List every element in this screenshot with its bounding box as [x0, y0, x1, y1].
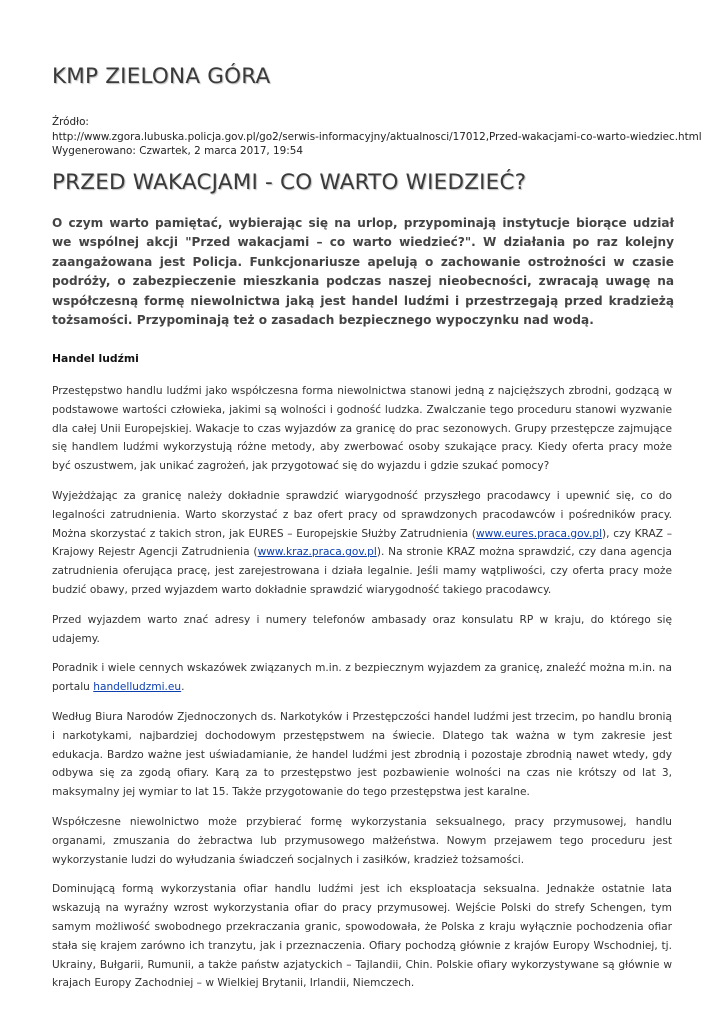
source-url: http://www.zgora.lubuska.policja.gov.pl/go2/serwis-informacyjny/aktualnosci/17012,Przed-wakacjami-co-warto-wiedziec.html	[52, 130, 702, 143]
handelludzmi-link[interactable]: handelludzmi.eu	[93, 681, 182, 694]
kraz-link[interactable]: www.kraz.praca.gov.pl	[257, 546, 377, 559]
article-lead: O czym warto pamiętać, wybierając się na urlop, przypominają instytucje biorące udział we wspólnej akcji "Przed wakacjami – co warto wiedzieć?". W działania po raz kolejny zaangażowana jest Policja. Funkcjonariusze apelują o zachowanie ostrożności w czasie podróży, o zabezpieczenie mieszkania podczas naszej nieobecności, zwracają uwagę na współczesną formę niewolnictwa jaką jest handel ludźmi i przestrzegają przed kradzieżą tożsamości. Przypominają też o zasadach bezpiecznego wypoczynku nad wodą.	[52, 216, 674, 328]
paragraph-text: ), czy KRAZ – Krajowy Rejestr Agencji Zatrudnienia (	[52, 527, 673, 559]
paragraph: Dominującą formą wykorzystania ofiar handlu ludźmi jest ich eksploatacja seksualna. Jednakże ostatnie lata wskazują na wyraźny wzrost wykorzystania ofiar do pracy przymusowej. Wejście Polski do strefy Schengen, tym samym możliwość swobodnego przekraczania granic, spowodowała, że Polska z kraju wyłącznie pochodzenia ofiar stała się krajem zarówno ich tranzytu, jak i przeznaczenia. Ofiary pochodzą głównie z krajów Europy Wschodniej, tj. Ukrainy, Bułgarii, Rumunii, a także państw azjatyckich – Tajlandii, Chin. Polskie ofiary wykorzystywane są głównie w krajach Europy Zachodniej – w Wielkiej Brytanii, Irlandii, Niemczech.	[52, 883, 672, 990]
paragraph: Współczesne niewolnictwo może przybierać formę wykorzystania seksualnego, pracy przymusowej, handlu organami, zmuszania do żebractwa lub przymusowego małżeństwa. Nowym przejawem tego proceduru jest wykorzystanie ludzi do wyłudzania świadczeń socjalnych i zasiłków, kradzież tożsamości.	[52, 815, 672, 866]
source-label: Źródło:	[52, 116, 89, 128]
paragraph-text: ). Na stronie KRAZ można sprawdzić, czy dana agencja zatrudnienia oferująca pracę, jest zarejestrowana i działa legalnie. Jeśli mamy wątpliwości, czy oferta pracy może budzić obawy, przed wyjazdem warto dokładnie sprawdzić wiarygodność takiego pracodawcy.	[52, 546, 672, 596]
paragraph: Przestępstwo handlu ludźmi jako współczesna forma niewolnictwa stanowi jedną z najcięższych zbrodni, godzącą w podstawowe wartości człowieka, jakimi są wolności i godność ludzka. Zwalczanie tego proceduru stanowi wyzwanie dla całej Unii Europejskiej. Wakacje to czas wyjazdów za granicę do prac sezonowych. Grupy przestępcze zajmujące się handlem ludźmi wykorzystują różne metody, aby zwerbować osoby szukające pracy. Kiedy oferta pracy może być oszustwem, jak unikać zagrożeń, jak przygotować się do wyjazdu i gdzie szukać pomocy?	[52, 385, 672, 473]
section-heading: Handel ludźmi	[52, 352, 139, 365]
site-title: KMP ZIELONA GÓRA	[52, 64, 271, 89]
paragraph-text: Wyjeżdżając za granicę należy dokładnie sprawdzić wiarygodność przyszłego pracodawcy i upewnić się, co do legalności zatrudnienia. Warto skorzystać z baz ofert pracy od sprawdzonych pracodawców i pośredników pracy. Można skorzystać z takich stron, jak EURES – Europejskie Służby Zatrudnienia (	[52, 489, 672, 540]
paragraph	[52, 659, 672, 697]
article-body	[52, 350, 672, 1004]
source-meta	[52, 115, 702, 159]
article-title: PRZED WAKACJAMI - CO WARTO WIEDZIEĆ?	[52, 170, 527, 195]
paragraph-text: .	[181, 681, 185, 694]
paragraph: Przed wyjazdem warto znać adresy i numery telefonów ambasady oraz konsulatu RP w kraju, do którego się udajemy.	[52, 613, 672, 645]
paragraph: Według Biura Narodów Zjednoczonych ds. Narkotyków i Przestępczości handel ludźmi jest trzecim, po handlu bronią i narkotykami, najbardziej dochodowym przestępstwem na świecie. Dlatego tak ważna w tym zakresie jest edukacja. Bardzo ważne jest uświadamianie, że handel ludźmi jest zbrodnią i pozostaje zbrodnią nawet wtedy, gdy odbywa się za zgodą ofiary. Karą za to przestępstwo jest pozbawienie wolności na czas nie krótszy od lat 3, maksymalny jej wymiar to lat 15. Także przygotowanie do tego przestępstwa jest karalne.	[52, 710, 672, 799]
paragraph	[52, 487, 672, 600]
generated-date: Wygenerowano: Czwartek, 2 marca 2017, 19:54	[52, 145, 303, 157]
paragraph-text: Poradnik i wiele cennych wskazówek związanych m.in. z bezpiecznym wyjazdem za granicę, znaleźć można m.in. na portalu	[52, 662, 672, 694]
eures-link[interactable]: www.eures.praca.gov.pl	[475, 527, 603, 540]
